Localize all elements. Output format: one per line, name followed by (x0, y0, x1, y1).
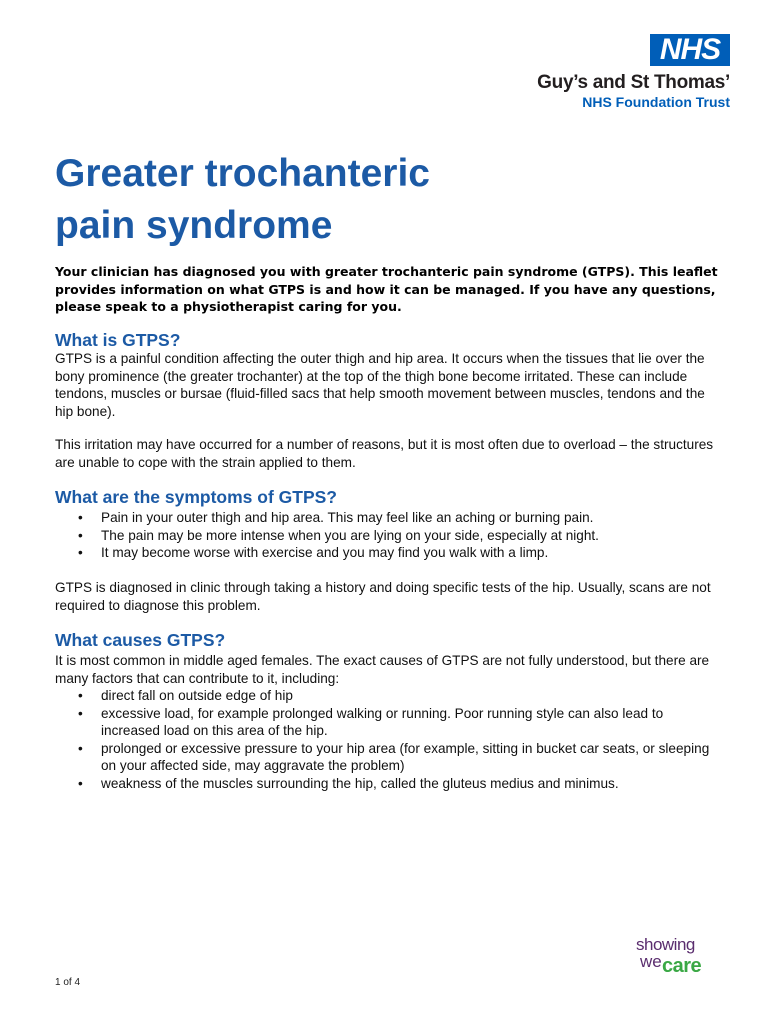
list-item-text: Pain in your outer thigh and hip area. This may feel like an aching or burning pain. (101, 510, 594, 525)
title-line-1: Greater trochanteric (55, 152, 430, 195)
bullet-icon: • (78, 740, 83, 756)
list-item (55, 705, 715, 740)
list-item-text: It may become worse with exercise and you may find you walk with a limp. (101, 545, 549, 561)
list-item-text: excessive load, for example prolonged walking or running. Poor running style can also lead to increased load on this area of the hip. (101, 705, 664, 739)
intro-paragraph: Your clinician has diagnosed you with greater trochanteric pain syndrome (GTPS). This leaflet provides information on what GTPS is and how it can be managed. If you have any questions, please speak to a physiotherapist caring for you. (55, 264, 718, 314)
what-is-paragraph-2: This irritation may have occurred for a number of reasons, but it is most often due to overload – the structures are unable to cope with the strain applied to them. (55, 437, 714, 470)
trust-subtitle: NHS Foundation Trust (582, 94, 730, 110)
heading-symptoms: What are the symptoms of GTPS? (55, 487, 337, 507)
list-item (55, 544, 715, 562)
diagnosis-paragraph: GTPS is diagnosed in clinic through taking a history and doing specific tests of the hip. Usually, scans are not required to diagnose this problem. (55, 580, 711, 613)
heading-causes: What causes GTPS? (55, 630, 226, 650)
list-item (55, 527, 715, 545)
causes-list (55, 687, 715, 793)
nhs-logo: NHS (650, 34, 730, 66)
bullet-icon: • (78, 775, 83, 791)
heading-what-is-gtps: What is GTPS? (55, 330, 181, 350)
title-line-2: pain syndrome (55, 204, 333, 247)
causes-intro: It is most common in middle aged females. The exact causes of GTPS are not fully understood, but there are many factors that can contribute to it, including: (55, 653, 710, 686)
logo-showing-text: showing (636, 935, 695, 954)
logo-care-text: care (662, 955, 702, 977)
list-item-text: weakness of the muscles surrounding the hip, called the gluteus medius and minimus. (101, 775, 619, 791)
list-item-text: The pain may be more intense when you are lying on your side, especially at night. (101, 527, 599, 543)
bullet-icon: • (78, 510, 83, 525)
list-item (55, 740, 715, 775)
bullet-icon: • (78, 545, 83, 561)
list-item (55, 687, 715, 705)
logo-we-text: we (640, 952, 662, 971)
page-title (55, 148, 675, 252)
what-is-paragraph-1: GTPS is a painful condition affecting the outer thigh and hip area. It occurs when the tissues that lie over the bony prominence (the greater trochanter) at the top of the thigh bone become irritated. These can include tendons, muscles or bursae (fluid-filled sacs that help smooth movement between muscles, tendons and the hip bone). (55, 351, 705, 419)
list-item (55, 775, 715, 793)
showing-we-care-logo (632, 935, 732, 985)
list-item-text: direct fall on outside edge of hip (101, 688, 293, 703)
bullet-icon: • (78, 688, 83, 703)
list-item-text: prolonged or excessive pressure to your hip area (for example, sitting in bucket car seats, or sleeping on your affected side, may aggravate the problem) (101, 740, 710, 774)
page-number: 1 of 4 (55, 977, 81, 988)
bullet-icon: • (78, 527, 83, 543)
list-item (55, 509, 715, 527)
trust-name: Guy’s and St Thomas’ (537, 72, 730, 93)
symptoms-list (55, 509, 715, 562)
bullet-icon: • (78, 705, 83, 721)
